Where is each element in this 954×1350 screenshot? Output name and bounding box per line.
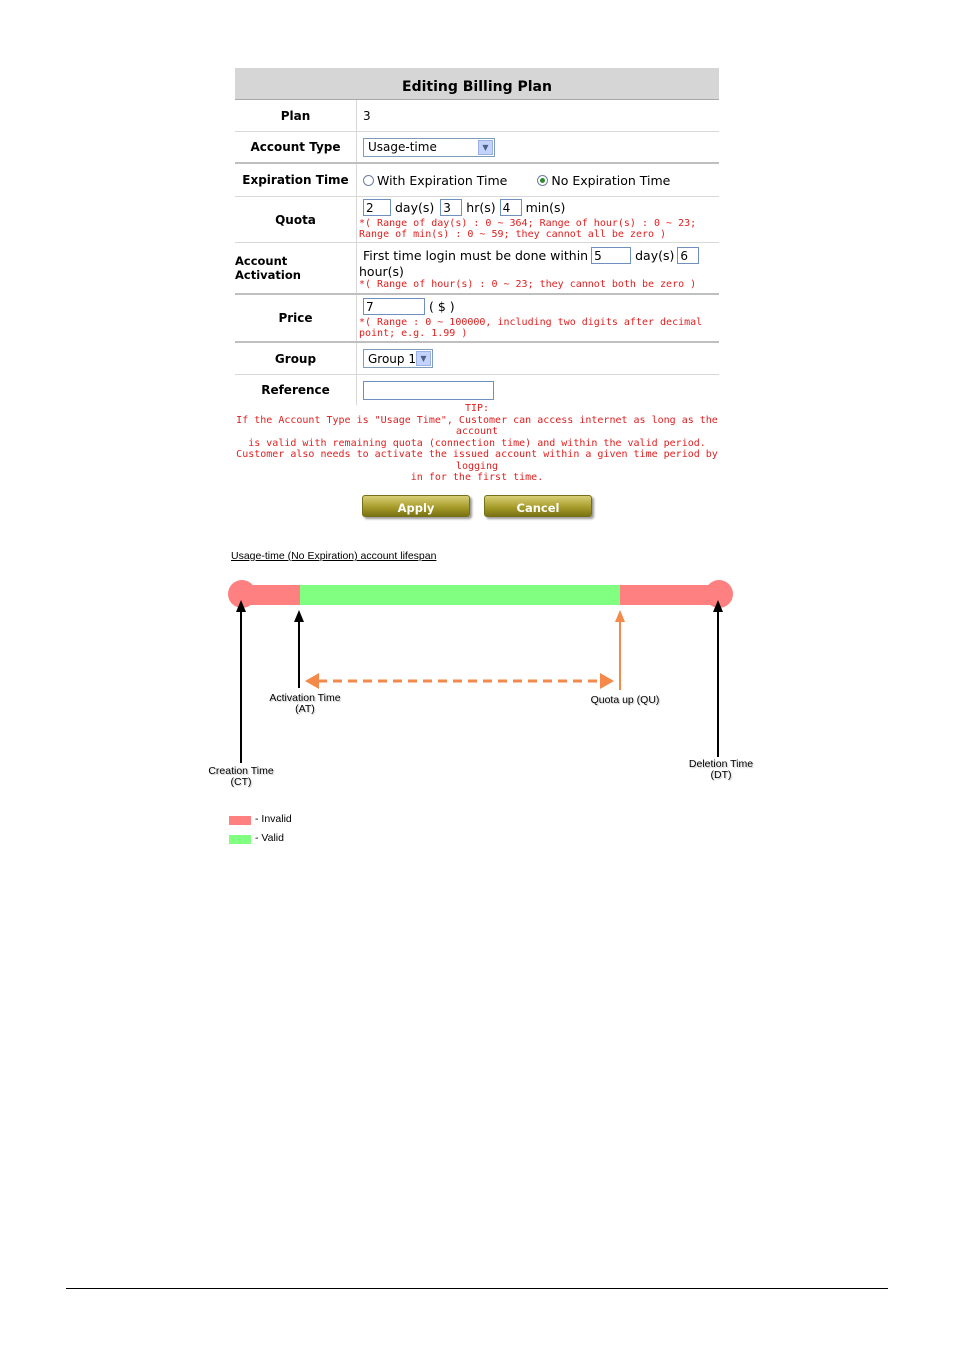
quota-note: *( Range of day(s) : 0 ~ 364; Range of hour(s) : 0 ~ 23; Range of min(s) : 0 ~ 59; they cannot all be zero ) <box>359 218 697 240</box>
deletion-time-abbr: (DT) <box>710 769 732 781</box>
with-expiration-label[interactable]: With Expiration Time <box>377 172 508 188</box>
usage-period-arrowhead-right <box>600 673 614 689</box>
account-type-selected: Usage-time <box>368 140 437 154</box>
activation-days-input[interactable]: 5 <box>591 247 631 264</box>
plan-value: 3 <box>363 108 371 123</box>
creation-time-label: Creation Time <box>208 765 274 777</box>
activation-hours-unit: hour(s) <box>359 263 404 279</box>
activation-time-abbr: (AT) <box>295 703 315 715</box>
activation-hours-input[interactable]: 6 <box>677 247 699 264</box>
creation-time-caption <box>192 766 290 788</box>
price-note: *( Range : 0 ~ 100000, including two digits after decimal point; e.g. 1.99 ) <box>359 316 703 339</box>
legend-invalid-swatch <box>229 816 251 825</box>
tip-line: Customer also needs to activate the issued account within a given time period by logging <box>236 449 718 472</box>
usage-period-arrowhead-left <box>305 673 319 689</box>
tip-line: is valid with remaining quota (connection time) and within the valid period. <box>248 437 706 449</box>
activation-arrowhead <box>294 610 304 622</box>
activation-days-unit: day(s) <box>635 247 675 263</box>
reference-label: Reference <box>235 375 357 405</box>
price-label: Price <box>235 295 357 341</box>
legend-valid-swatch <box>229 835 251 844</box>
activation-note: *( Range of hour(s) : 0 ~ 23; they cannot both be zero ) <box>359 278 697 290</box>
quota-up-label: Quota up (QU) <box>590 694 660 706</box>
quota-label: Quota <box>235 197 357 242</box>
expiration-label: Expiration Time <box>235 164 357 196</box>
activation-time-label: Activation Time <box>269 692 341 704</box>
quota-days-unit: day(s) <box>395 200 435 215</box>
activation-label: Account Activation <box>235 243 357 293</box>
legend-valid-label: - Valid <box>255 832 284 844</box>
valid-segment <box>300 585 620 605</box>
diagram-title: Usage-time (No Expiration) account lifespan <box>231 550 437 562</box>
no-expiration-label[interactable]: No Expiration Time <box>551 172 671 188</box>
lifespan-bar <box>228 580 733 608</box>
apply-button[interactable]: Apply <box>362 495 470 517</box>
activation-prefix: First time login must be done within <box>363 247 589 263</box>
footer-divider <box>66 1288 888 1289</box>
invalid-segment-end <box>620 585 719 605</box>
chevron-down-icon[interactable]: ▼ <box>416 351 431 366</box>
quota-up-arrowhead <box>615 610 625 622</box>
group-label: Group <box>235 343 357 374</box>
plan-label: Plan <box>235 100 357 131</box>
tip-title: TIP: <box>464 403 490 414</box>
form-title: Editing Billing Plan <box>235 68 719 100</box>
deletion-time-caption <box>672 759 770 781</box>
quota-hours-input[interactable]: 3 <box>440 199 462 216</box>
quota-hours-unit: hr(s) <box>466 200 496 215</box>
chevron-down-icon[interactable]: ▼ <box>478 140 493 155</box>
deletion-time-label: Deletion Time <box>688 758 754 770</box>
tip-line: If the Account Type is "Usage Time", Customer can access internet as long as the account <box>236 414 718 437</box>
price-unit: ( $ ) <box>429 298 455 314</box>
quota-days-input[interactable]: 2 <box>363 199 391 216</box>
legend-invalid-label: - Invalid <box>255 813 292 825</box>
creation-time-abbr: (CT) <box>230 776 252 788</box>
activation-time-caption <box>255 693 355 715</box>
quota-mins-input[interactable]: 4 <box>500 199 522 216</box>
tip-line: in for the first time. <box>410 472 544 483</box>
price-input[interactable]: 7 <box>363 298 425 315</box>
account-type-label: Account Type <box>235 132 357 162</box>
cancel-button[interactable]: Cancel <box>484 495 592 517</box>
quota-mins-unit: min(s) <box>525 200 566 215</box>
invalid-segment-start <box>242 585 300 605</box>
group-selected: Group 1 <box>368 351 416 366</box>
